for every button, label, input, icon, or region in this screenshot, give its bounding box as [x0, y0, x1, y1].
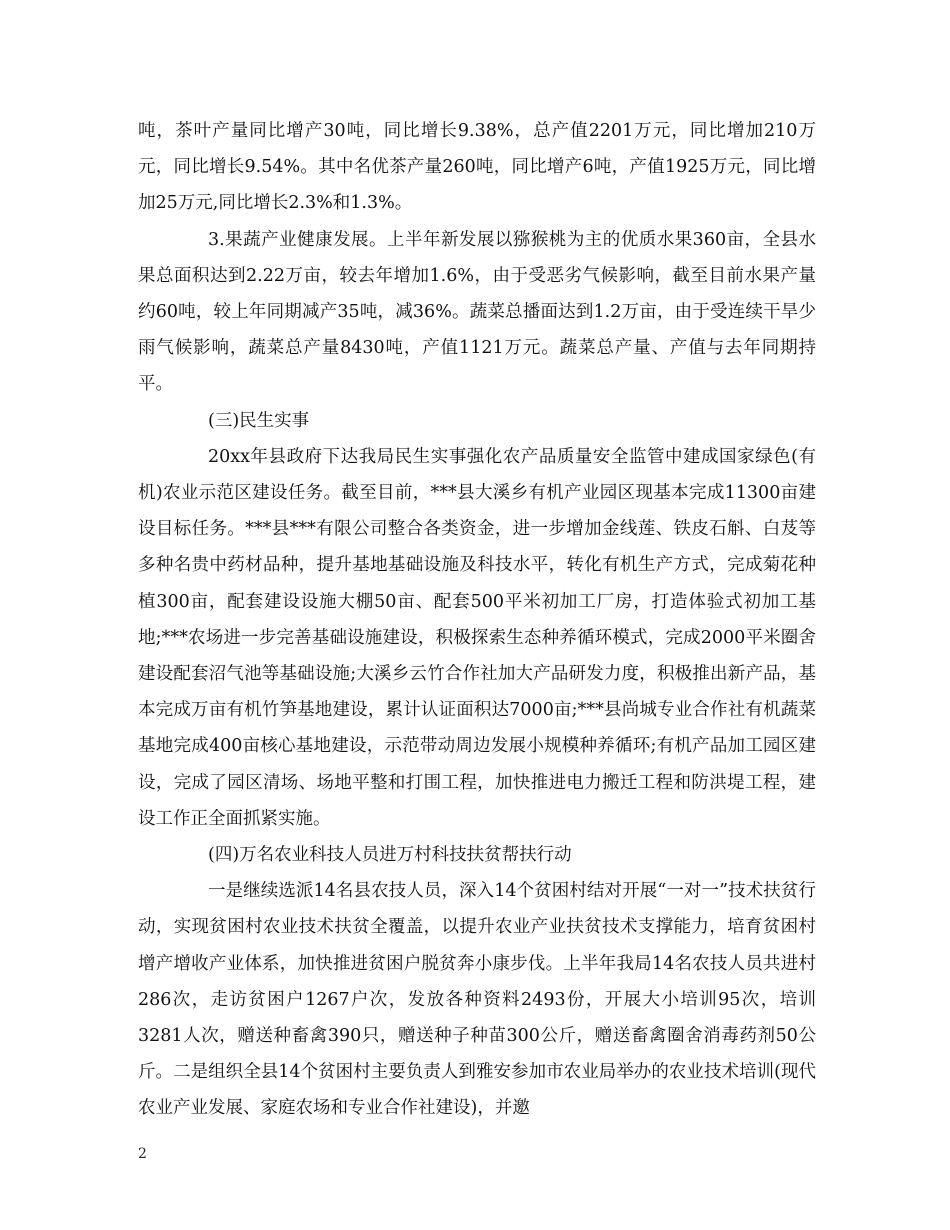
document-body [138, 113, 816, 1127]
section-heading-livelihood: (三)民生实事 [208, 410, 310, 431]
paragraph-tea-output: 吨，茶叶产量同比增产30吨，同比增长9.38%，总产值2201万元，同比增加210万元，同比增长9.54%。其中名优茶产量260吨，同比增产6吨，产值1925万元，同比增加25万元,同比增长2.3%和1.3%。 [138, 121, 816, 214]
page-number: 2 [138, 1146, 147, 1162]
paragraph-tech-staff-actions: 一是继续选派14名县农技人员，深入14个贫困村结对开展“一对一”技术扶贫行动，实现贫困村农业技术扶贫全覆盖，以提升农业产业扶贫技术支撑能力，培育贫困村增产增收产业体系，加快推进贫困户脱贫奔小康步伐。上半年我局14名农技人员共进村286次，走访贫困户1267户次，发放各种资料2493份，开展大小培训95次，培训3281人次，赠送种畜禽390只，赠送种子种苗300公斤，赠送畜禽圈舍消毒药剂50公斤。二是组织全县14个贫困村主要负责人到雅安参加市农业局举办的农业技术培训(现代农业产业发展、家庭农场和专业合作社建设)，并邀 [138, 881, 816, 1119]
section-heading-tech-poverty-aid: (四)万名农业科技人员进万村科技扶贫帮扶行动 [208, 845, 572, 866]
paragraph-organic-demo-zone: 20xx年县政府下达我局民生实事强化农产品质量安全监管中建成国家绿色(有机)农业示范区建设任务。截至目前，***县大溪乡有机产业园区现基本完成11300亩建设目标任务。***县***有限公司整合各类资金，进一步增加金线莲、铁皮石斛、白芨等多种名贵中药材品种，提升基地基础设施及科技水平，转化有机生产方式，完成菊花种植300亩，配套建设设施大棚50亩、配套500平米初加工厂房，打造体验式初加工基地;***农场进一步完善基础设施建设，积极探索生态种养循环模式，完成2000平米圈舍建设配套沼气池等基础设施;大溪乡云竹合作社加大产品研发力度，积极推出新产品，基本完成万亩有机竹笋基地建设，累计认证面积达7000亩;***县尚城专业合作社有机蔬菜基地完成400亩核心基地建设，示范带动周边发展小规模种养循环;有机产品加工园区建设，完成了园区清场、场地平整和打围工程，加快推进电力搬迁工程和防洪堤工程，建设工作正全面抓紧实施。 [138, 446, 816, 829]
paragraph-fruit-vegetable: 3.果蔬产业健康发展。上半年新发展以猕猴桃为主的优质水果360亩，全县水果总面积达到2.22万亩，较去年增加1.6%，由于受恶劣气候影响，截至目前水果产量约60吨，较上年同期减产35吨，减36%。蔬菜总播面达到1.2万亩，由于受连续干旱少雨气候影响，蔬菜总产量8430吨，产值1121万元。蔬菜总产量、产值与去年同期持平。 [138, 229, 816, 395]
